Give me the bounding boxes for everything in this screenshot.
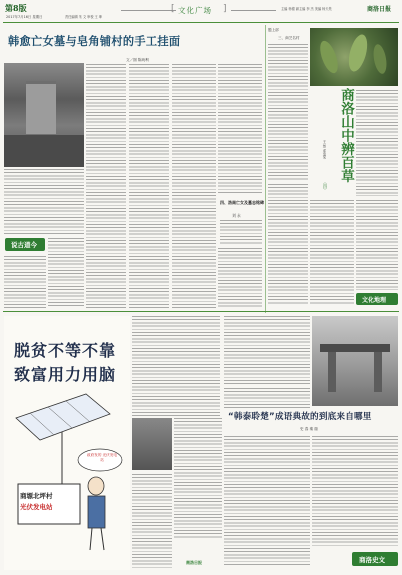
- article2-column-1: [268, 44, 308, 180]
- masthead-logo: 商洛日报: [367, 6, 392, 13]
- article2-column-4: [356, 200, 398, 290]
- solar-panel-drawing: [10, 388, 124, 558]
- article1-column-0c: [4, 256, 46, 308]
- article1-column-5: [218, 248, 262, 308]
- page-header: [3, 2, 399, 22]
- article3-column-6: [224, 436, 310, 566]
- article3-column-7: [312, 436, 398, 546]
- column-label-left-text: 说古道今: [11, 241, 37, 249]
- gate-roof: [320, 344, 390, 352]
- poster-title-line2: 致富用力用脑: [14, 365, 117, 384]
- solar-panel: [16, 394, 110, 440]
- sign-text-line2: 光伏发电站: [20, 503, 53, 511]
- column-divider: [265, 25, 266, 313]
- article3-portrait-photo: [132, 418, 172, 470]
- ground-shape: [4, 135, 84, 167]
- article1-column-3: [172, 64, 216, 308]
- article3-column-3: [174, 418, 222, 538]
- article1-column-2: [129, 64, 169, 308]
- tombstone-shape: [26, 81, 56, 134]
- article2-column-3: [310, 200, 354, 304]
- column-label-left: [5, 238, 45, 251]
- mid-heading: 四、洛南亡女及墓志铭碑: [220, 200, 264, 205]
- mid-quote-box: [220, 220, 262, 244]
- paper-name-footer: 商洛日报: [186, 560, 202, 565]
- article2-plant-photo: [310, 28, 398, 86]
- article1-column-1: [86, 64, 126, 254]
- article2-intro: 题上部: [268, 28, 279, 32]
- vertical-title-number: （四）: [323, 180, 328, 192]
- mid-author: 刘 永: [232, 213, 241, 218]
- gate-pillar-left: [328, 352, 336, 392]
- editor-info: 责任编辑 朱 文 审校 王 坤: [65, 15, 102, 19]
- article3-column-5: [224, 388, 310, 408]
- leaf-shape-2: [345, 33, 370, 74]
- section-bracket-right: ]: [223, 4, 227, 14]
- vertical-title-author: 王 然 邓发荣: [322, 140, 326, 160]
- sign-text-line1: 商塬北坪村: [20, 492, 53, 500]
- column-label-bottom-text: 商洛史文: [359, 556, 385, 564]
- vertical-title: 商洛山中辨百草: [338, 88, 354, 183]
- article3-column-2: [224, 316, 310, 386]
- person-head: [88, 477, 104, 495]
- article2-column-1b: [268, 184, 308, 304]
- article3-gate-photo: [312, 316, 398, 406]
- article1-column-4: [218, 64, 262, 194]
- article2-column-2: [356, 90, 398, 196]
- gate-pillar-right: [374, 352, 382, 392]
- article3-title: “韩泰聆楚”成语典故的到底来自哪里: [228, 412, 372, 422]
- article1-column-0b: [48, 238, 84, 306]
- section-title: 文化广场: [178, 6, 212, 15]
- leaf-shape-3: [371, 43, 388, 75]
- poster-illustration: [4, 316, 130, 570]
- article1-photo: [4, 63, 84, 167]
- article2-subheading: 三、商芝名村: [278, 36, 300, 40]
- column-label-bottom: [352, 552, 398, 566]
- date-line: 2017年7月16日 星期日: [6, 15, 43, 19]
- mid-rule: [3, 311, 399, 312]
- page-number: 第8版: [5, 3, 27, 13]
- person-leg-2: [101, 528, 104, 550]
- article1-column-1b: [86, 256, 126, 308]
- column-label-right: [356, 293, 398, 305]
- leaf-shape-1: [317, 39, 342, 76]
- article3-column-4: [132, 474, 172, 570]
- article1-byline: 文／图 陈尚利: [126, 58, 149, 62]
- column-label-right-text: 文化地理: [362, 297, 387, 304]
- article3-column-1: [132, 316, 220, 416]
- section-bracket-left: [: [171, 4, 175, 14]
- person-leg-1: [90, 528, 92, 550]
- person-body: [88, 496, 105, 528]
- article1-column-0: [4, 169, 84, 235]
- header-line-left: [121, 10, 176, 11]
- right-info: 主编 杨德 副主编 李 杰 美编 杨天昊: [281, 7, 332, 11]
- header-line-right: [231, 10, 276, 11]
- speech-bubble-text: 政府发的 光伏发电站: [87, 453, 117, 462]
- article1-title: 韩愈亡女墓与皂角铺村的手工挂面: [8, 35, 181, 48]
- poster-title-line1: 脱贫不等不靠: [14, 341, 117, 360]
- header-rule: [3, 22, 399, 23]
- article3-byline: 史 春 秦 瑞: [300, 427, 318, 431]
